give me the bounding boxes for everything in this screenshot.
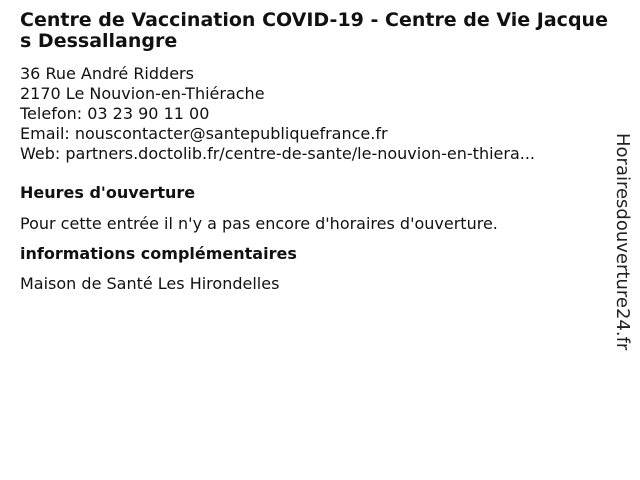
opening-hours-text: Pour cette entrée il n'y a pas encore d'horaires d'ouverture.: [20, 214, 498, 233]
page-title: Centre de Vaccination COVID-19 - Centre de Vie Jacques Dessallangre: [20, 9, 608, 52]
additional-info-text: Maison de Santé Les Hirondelles: [20, 274, 280, 293]
email-line: Email: nouscontacter@santepubliquefrance.fr: [20, 124, 388, 143]
additional-info-heading: informations complémentaires: [20, 244, 297, 263]
site-watermark: Horairesdouverture24.fr: [612, 133, 633, 351]
street-address: 36 Rue André Ridders: [20, 64, 194, 83]
web-line: Web: partners.doctolib.fr/centre-de-sante/le-nouvion-en-thiera...: [20, 144, 536, 163]
opening-hours-heading: Heures d'ouverture: [20, 183, 196, 202]
address-block: [20, 64, 610, 164]
listing-card: [20, 10, 610, 294]
phone-line: Telefon: 03 23 90 11 00: [20, 104, 210, 123]
city-line: 2170 Le Nouvion-en-Thiérache: [20, 84, 265, 103]
